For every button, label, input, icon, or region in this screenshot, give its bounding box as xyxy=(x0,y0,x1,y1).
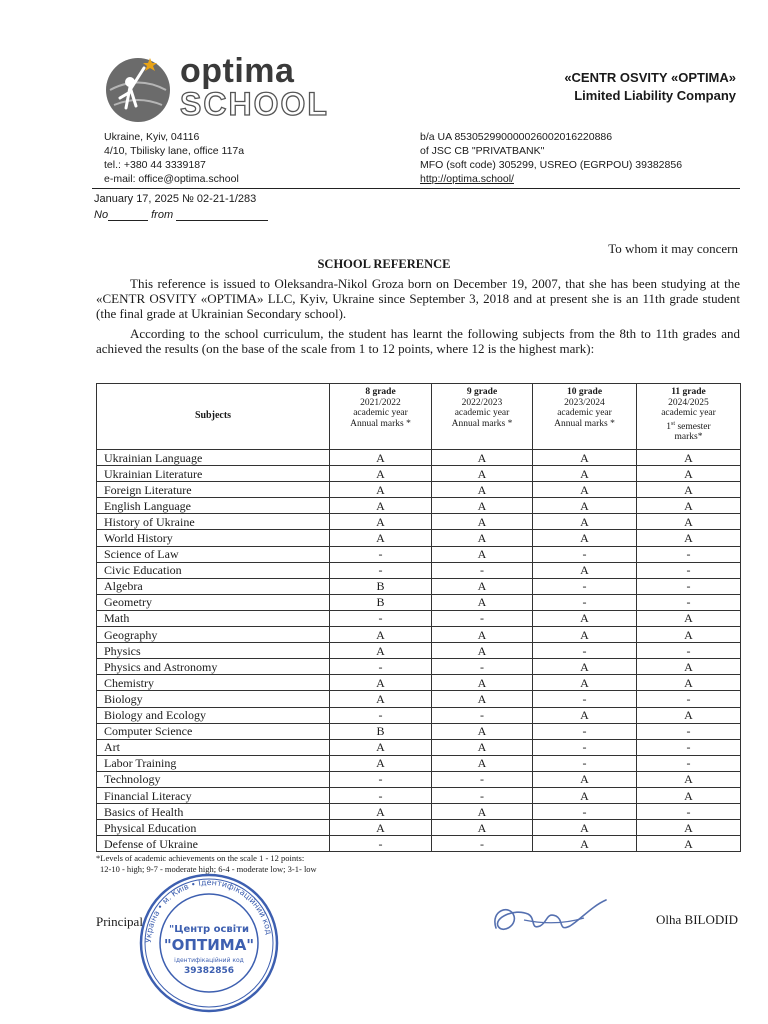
grade-header: 9 grade 2022/2023 academic year Annual marks * xyxy=(432,384,533,450)
grade-cell: A xyxy=(330,755,432,771)
grade-cell: - xyxy=(432,562,533,578)
table-row xyxy=(97,610,741,626)
no-from-line xyxy=(94,209,268,221)
subject-cell: Financial Literacy xyxy=(97,787,330,803)
grade-cell: - xyxy=(637,804,741,820)
grade-cell: A xyxy=(637,659,741,675)
grade-cell: - xyxy=(432,610,533,626)
grade-cell: A xyxy=(533,707,637,723)
grade-cell: A xyxy=(432,450,533,466)
grade-cell: - xyxy=(432,771,533,787)
subject-cell: English Language xyxy=(97,498,330,514)
table-row xyxy=(97,514,741,530)
grade-cell: A xyxy=(330,804,432,820)
grade-cell: A xyxy=(432,514,533,530)
grade-cell: - xyxy=(533,755,637,771)
grade-cell: - xyxy=(533,739,637,755)
table-row xyxy=(97,836,741,852)
header-divider xyxy=(92,188,740,189)
salutation: To whom it may concern xyxy=(608,241,738,256)
curriculum-paragraph: According to the school curriculum, the student has learnt the following subjects from the 8th to 11th grades and achieved the results (on the base of the scale from 1 to 12 points, where 12 is the highest mark): xyxy=(96,326,740,356)
address-line: 4/10, Tbilisky lane, office 117a xyxy=(104,145,245,157)
grade-cell: A xyxy=(432,675,533,691)
grade-cell: A xyxy=(533,482,637,498)
table-row xyxy=(97,771,741,787)
grade-header: 11 grade 2024/2025 academic year 1st semester marks* xyxy=(637,384,741,450)
grade-cell: A xyxy=(330,739,432,755)
table-row xyxy=(97,739,741,755)
grade-cell: A xyxy=(330,643,432,659)
grade-cell: A xyxy=(637,627,741,643)
grade-cell: B xyxy=(330,594,432,610)
subject-cell: Science of Law xyxy=(97,546,330,562)
grade-cell: A xyxy=(533,627,637,643)
subject-cell: Physics xyxy=(97,643,330,659)
grade-cell: - xyxy=(330,707,432,723)
grade-cell: A xyxy=(637,610,741,626)
address-line: Ukraine, Kyiv, 04116 xyxy=(104,131,200,143)
table-row xyxy=(97,498,741,514)
grade-cell: - xyxy=(637,739,741,755)
principal-name: Olha BILODID xyxy=(656,912,738,927)
intro-paragraph: This reference is issued to Oleksandra-Nikol Groza born on December 19, 2007, that she has been studying at the «CENTR OSVITY «OPTIMA» LLC, Kyiv, Ukraine since September 3, 2018 and at present she is an 11th grade student (the final grade at Ukrainian Secondary school). xyxy=(96,276,740,321)
footnote-scale: *Levels of academic achievements on the scale 1 - 12 points: xyxy=(96,853,305,863)
grade-cell: A xyxy=(533,562,637,578)
bank-details xyxy=(420,130,682,186)
subject-cell: Biology xyxy=(97,691,330,707)
table-row xyxy=(97,482,741,498)
grade-cell: - xyxy=(637,594,741,610)
grade-cell: A xyxy=(637,707,741,723)
grade-cell: A xyxy=(637,530,741,546)
grade-header: 8 grade 2021/2022 academic year Annual marks * xyxy=(330,384,432,450)
table-row xyxy=(97,787,741,803)
subject-cell: Basics of Health xyxy=(97,804,330,820)
grade-cell: A xyxy=(432,594,533,610)
table-row xyxy=(97,691,741,707)
grade-cell: A xyxy=(432,643,533,659)
grade-cell: A xyxy=(637,514,741,530)
grade-cell: A xyxy=(533,659,637,675)
subject-cell: Chemistry xyxy=(97,675,330,691)
grade-cell: A xyxy=(432,578,533,594)
principal-label: Principal xyxy=(96,914,143,929)
grade-cell: A xyxy=(533,530,637,546)
stamp-ring-text: Україна • м. Київ • Ідентифікаційний код xyxy=(143,877,274,944)
subject-cell: Labor Training xyxy=(97,755,330,771)
grade-cell: - xyxy=(330,562,432,578)
optima-school-logo xyxy=(100,50,340,125)
phone-line: tel.: +380 44 3339187 xyxy=(104,159,206,171)
grade-cell: - xyxy=(330,659,432,675)
grade-cell: - xyxy=(533,723,637,739)
grade-cell: - xyxy=(533,691,637,707)
grade-cell: A xyxy=(432,482,533,498)
grade-cell: A xyxy=(533,787,637,803)
grade-cell: - xyxy=(533,643,637,659)
table-row xyxy=(97,659,741,675)
grade-cell: A xyxy=(533,771,637,787)
grade-cell: - xyxy=(432,836,533,852)
grade-cell: A xyxy=(330,450,432,466)
grade-cell: A xyxy=(330,691,432,707)
table-row xyxy=(97,578,741,594)
grade-cell: - xyxy=(637,562,741,578)
subject-cell: History of Ukraine xyxy=(97,514,330,530)
grade-cell: - xyxy=(330,546,432,562)
grade-cell: A xyxy=(330,675,432,691)
grade-cell: A xyxy=(432,739,533,755)
grade-cell: A xyxy=(637,450,741,466)
signature-icon xyxy=(484,890,614,950)
subject-cell: Biology and Ecology xyxy=(97,707,330,723)
grade-cell: A xyxy=(432,691,533,707)
grade-cell: A xyxy=(432,804,533,820)
subject-cell: Ukrainian Literature xyxy=(97,466,330,482)
grade-cell: A xyxy=(533,498,637,514)
grade-cell: A xyxy=(432,627,533,643)
grade-cell: - xyxy=(637,643,741,659)
from-label: from xyxy=(151,209,174,221)
grade-cell: B xyxy=(330,723,432,739)
table-row xyxy=(97,755,741,771)
table-row xyxy=(97,723,741,739)
school-stamp xyxy=(138,872,280,1014)
grade-cell: A xyxy=(533,610,637,626)
table-row xyxy=(97,450,741,466)
grade-cell: A xyxy=(432,530,533,546)
grade-cell: B xyxy=(330,578,432,594)
table-row xyxy=(97,675,741,691)
grade-cell: A xyxy=(637,787,741,803)
grade-cell: A xyxy=(432,820,533,836)
table-row xyxy=(97,530,741,546)
stamp-line2: "ОПТИМА" xyxy=(163,936,255,954)
grade-cell: A xyxy=(432,546,533,562)
subject-cell: Technology xyxy=(97,771,330,787)
logo-word-school: SCHOOL xyxy=(180,86,329,122)
grade-cell: - xyxy=(637,755,741,771)
company-name: «CENTR OSVITY «OPTIMA» xyxy=(564,70,736,85)
grade-cell: - xyxy=(637,723,741,739)
grade-cell: - xyxy=(432,707,533,723)
grade-cell: - xyxy=(432,787,533,803)
reference-number: January 17, 2025 № 02-21-1/283 xyxy=(94,193,257,205)
document-title: SCHOOL REFERENCE xyxy=(317,257,451,271)
grade-cell: A xyxy=(637,771,741,787)
stamp-line1: "Центр освіти xyxy=(169,924,249,935)
table-row xyxy=(97,820,741,836)
subject-cell: Algebra xyxy=(97,578,330,594)
subjects-header: Subjects xyxy=(97,384,330,450)
subject-cell: Art xyxy=(97,739,330,755)
company-type: Limited Liability Company xyxy=(574,88,736,103)
grade-cell: - xyxy=(637,546,741,562)
grade-cell: - xyxy=(533,578,637,594)
grade-cell: - xyxy=(330,836,432,852)
bank-name: of JSC CB "PRIVATBANK" xyxy=(420,145,545,157)
grade-cell: A xyxy=(637,675,741,691)
bank-account: b/a UA 853052990000026002016220886 xyxy=(420,131,613,143)
table-row xyxy=(97,707,741,723)
grade-cell: A xyxy=(432,498,533,514)
email-line: e-mail: office@optima.school xyxy=(104,173,239,185)
logo-word-optima: optima xyxy=(180,52,295,90)
grade-cell: A xyxy=(330,514,432,530)
table-row xyxy=(97,627,741,643)
stamp-line3: ідентифікаційний код xyxy=(174,957,244,964)
footnote-levels: 12-10 - high; 9-7 - moderate high; 6-4 - moderate low; 3-1- low xyxy=(100,864,317,874)
address-block xyxy=(104,130,244,186)
table-row xyxy=(97,643,741,659)
grade-cell: - xyxy=(432,659,533,675)
table-row xyxy=(97,562,741,578)
grade-cell: A xyxy=(533,675,637,691)
grade-cell: A xyxy=(637,482,741,498)
grade-cell: A xyxy=(330,466,432,482)
grade-cell: A xyxy=(533,450,637,466)
grade-cell: A xyxy=(637,820,741,836)
subject-cell: Geometry xyxy=(97,594,330,610)
grade-cell: - xyxy=(330,787,432,803)
grade-cell: - xyxy=(533,804,637,820)
globe-logo-icon xyxy=(100,50,180,125)
table-row xyxy=(97,594,741,610)
grade-cell: A xyxy=(330,498,432,514)
website-link[interactable]: http://optima.school/ xyxy=(420,173,514,185)
subject-cell: Ukrainian Language xyxy=(97,450,330,466)
stamp-line4: 39382856 xyxy=(183,966,235,976)
grades-table-wrapper xyxy=(96,383,740,852)
grade-cell: - xyxy=(637,578,741,594)
grade-cell: A xyxy=(432,755,533,771)
subject-cell: Civic Education xyxy=(97,562,330,578)
grade-cell: A xyxy=(637,498,741,514)
subject-cell: Math xyxy=(97,610,330,626)
grade-cell: A xyxy=(330,530,432,546)
subject-cell: Geography xyxy=(97,627,330,643)
grade-cell: - xyxy=(637,691,741,707)
subject-cell: Computer Science xyxy=(97,723,330,739)
table-row xyxy=(97,546,741,562)
grade-cell: A xyxy=(432,466,533,482)
subject-cell: Physical Education xyxy=(97,820,330,836)
grade-header: 10 grade 2023/2024 academic year Annual marks * xyxy=(533,384,637,450)
subject-cell: Physics and Astronomy xyxy=(97,659,330,675)
no-label: No xyxy=(94,209,109,221)
grade-cell: A xyxy=(637,836,741,852)
grade-cell: A xyxy=(533,514,637,530)
bank-codes: MFO (soft code) 305299, USREO (EGRPOU) 39382856 xyxy=(420,159,683,171)
grade-cell: - xyxy=(533,546,637,562)
table-row xyxy=(97,466,741,482)
table-row xyxy=(97,804,741,820)
grade-cell: - xyxy=(330,610,432,626)
grade-cell: A xyxy=(330,482,432,498)
grade-cell: A xyxy=(637,466,741,482)
grade-cell: A xyxy=(330,627,432,643)
grades-table xyxy=(96,383,741,852)
grade-cell: A xyxy=(330,820,432,836)
table-header-row xyxy=(97,384,741,450)
subject-cell: Defense of Ukraine xyxy=(97,836,330,852)
grade-cell: - xyxy=(330,771,432,787)
grade-cell: A xyxy=(533,820,637,836)
grade-cell: A xyxy=(533,466,637,482)
grade-cell: A xyxy=(533,836,637,852)
subject-cell: World History xyxy=(97,530,330,546)
subject-cell: Foreign Literature xyxy=(97,482,330,498)
grade-cell: - xyxy=(533,594,637,610)
grade-cell: A xyxy=(432,723,533,739)
